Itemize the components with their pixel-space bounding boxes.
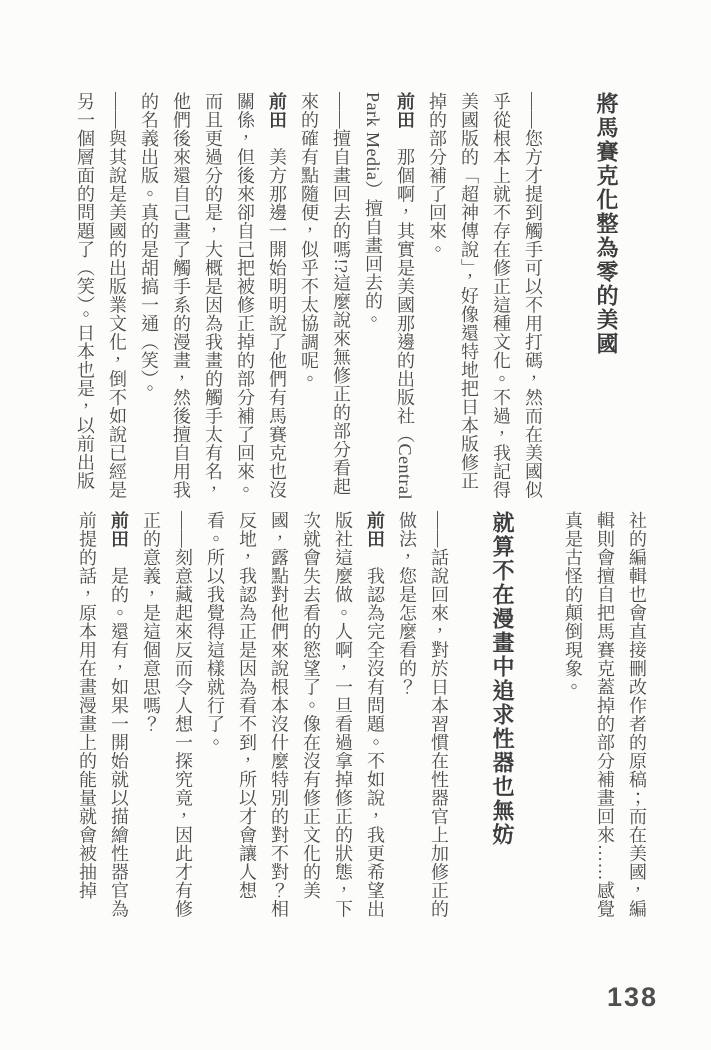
paragraph-text: 我認為完全沒有問題。不如說，我更希望出版社這麼做。人啊，一旦看過拿掉修正的狀態，下次就會失去看的慾望了。像在沒有修正文化的美國，露點對他們來說根本沒什麼特別的對不對？相反地，我認為正是因為看不到，所以才會讓人想看。所以我覺得這樣就行了。 bbox=[205, 511, 385, 918]
paragraph-interviewer bbox=[421, 92, 549, 500]
paragraph-maeda bbox=[71, 511, 135, 919]
paragraph-maeda bbox=[133, 92, 293, 500]
paragraph-text: 美方那邊一開始明明說了他們有馬賽克也沒關係，但後來卻自己把被修正掉的部分補了回來。而且更過分的是，大概是因為我畫的觸手太有名，他們後來還自己畫了觸手系的漫畫，然後擅自用我的名義出版。真的是胡搞一通（笑）。 bbox=[139, 92, 287, 499]
page-number: 138 bbox=[607, 982, 659, 1012]
section-bottom bbox=[71, 511, 653, 919]
paragraph-continuation bbox=[557, 511, 653, 919]
section-top bbox=[69, 92, 623, 500]
paragraph-maeda bbox=[199, 511, 391, 919]
paragraph-interviewer bbox=[293, 92, 357, 500]
speaker-label: 前田 bbox=[365, 511, 385, 548]
paragraph-text: 那個啊，其實是美國那邊的出版社（Central Park Media）擅自畫回去的。 bbox=[363, 92, 415, 500]
paragraph-text: ——與其說是美國的出版業文化，倒不如說已經是另一個層面的問題了（笑）。日本也是，以前出版 bbox=[75, 92, 127, 499]
section-top-heading: 將馬賽克化整為零的美國 bbox=[594, 92, 619, 356]
paragraph-text: ——話說回來，對於日本習慣在性器官上加修正的做法，您是怎麼看的？ bbox=[397, 511, 449, 918]
paragraph-interviewer bbox=[69, 92, 133, 500]
paragraph-text: ——擅自畫回去的嗎!?這麼說來無修正的部分看起來的確有點隨便，似乎不太協調呢。 bbox=[299, 92, 351, 496]
paragraph-text: ——您方才提到觸手可以不用打碼，然而在美國似乎從根本上就不存在修正這種文化。不過，我記得美國版的「超神傳說」，好像還特地把日本版修正掉的部分補了回來。 bbox=[427, 92, 543, 499]
speaker-label: 前田 bbox=[395, 92, 415, 129]
paragraph-interviewer bbox=[135, 511, 199, 919]
paragraph-text: ——刻意藏起來反而令人想一探究竟，因此才有修正的意義，是這個意思嗎？ bbox=[141, 511, 193, 918]
paragraph-interviewer bbox=[391, 511, 455, 919]
speaker-label: 前田 bbox=[109, 511, 129, 548]
paragraph-maeda bbox=[357, 92, 421, 500]
paragraph-text: 是的。還有，如果一開始就以描繪性器官為前提的話，原本用在畫漫畫上的能量就會被抽掉 bbox=[77, 511, 129, 918]
speaker-label: 前田 bbox=[267, 92, 287, 129]
paragraph-text: 社的編輯也會直接刪改作者的原稿；而在美國，編輯則會擅自把馬賽克蓋掉的部分補畫回來……感覺真是古怪的顛倒現象。 bbox=[563, 511, 647, 918]
section-bottom-heading: 就算不在漫畫中追求性器也無妨 bbox=[490, 511, 515, 847]
